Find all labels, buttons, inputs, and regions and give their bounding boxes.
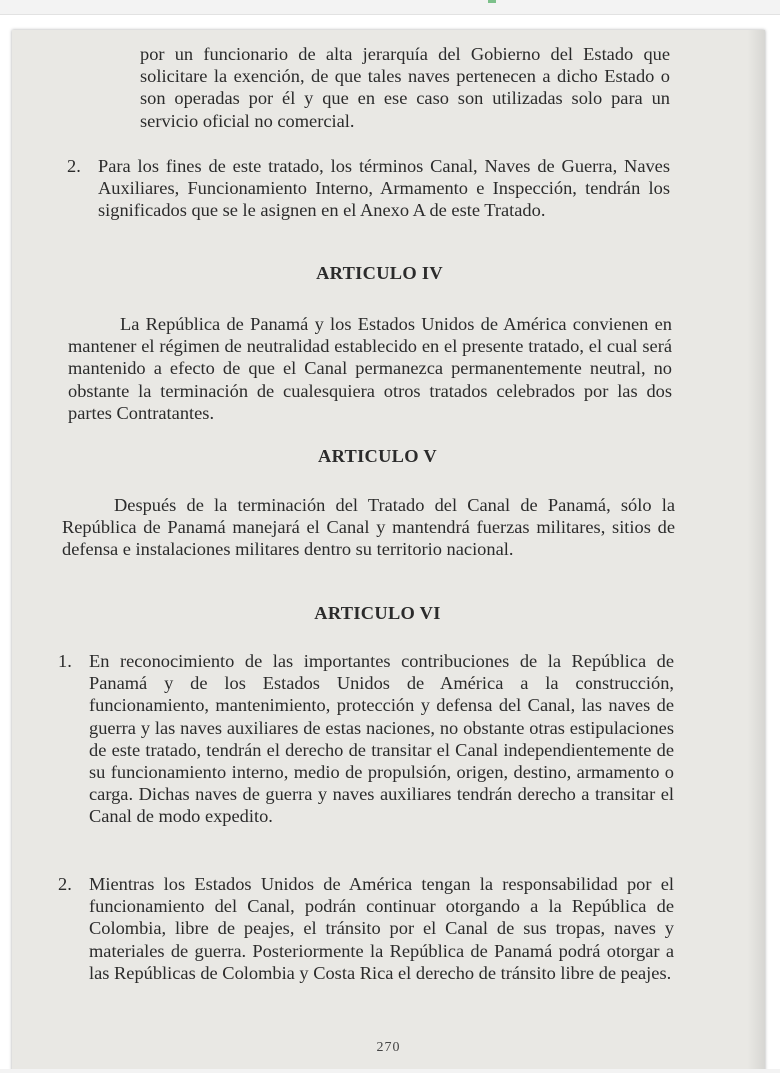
- article-v-paragraph: Después de la terminación del Tratado del Canal de Panamá, sólo la República de Panamá manejará el Canal y mantendrá fuerzas militares, sitios de defensa e instalaciones militares dentro su territorio nacional.: [62, 495, 675, 560]
- bottom-strip: [0, 1069, 780, 1073]
- article-iv-paragraph: La República de Panamá y los Estados Unidos de América convienen en mantener el régimen de neutralidad establecido en el presente tratado, el cual será mantenido a efecto de que el Canal permanezca permanentemente neutral, no obstante la terminación de cualesquiera otros tratados celebrados por las dos partes Contratantes.: [68, 314, 672, 423]
- item-number: 1.: [58, 651, 72, 671]
- scanned-page: [12, 30, 765, 1073]
- item-text: Mientras los Estados Unidos de América tengan la responsabilidad por el funcionamiento del Canal, podrán continuar otorgando a la República de Colombia, libre de peajes, el tránsito por el Canal de sus tropas, naves y materiales de guerra. Posteriormente la República de Panamá podrá otorgar a las Repúblicas de Colombia y Costa Rica el derecho de tránsito libre de peajes.: [89, 874, 674, 983]
- article-vi-item-1: [58, 650, 674, 828]
- paragraph-text: Para los fines de este tratado, los términos Canal, Naves de Guerra, Naves Auxiliares, Funcionamiento Interno, Armamento e Inspección, tendrán los significados que se le asignen en el Anexo A de este Tratado.: [98, 156, 670, 221]
- page-number: 270: [376, 1040, 401, 1055]
- page-edge-shadow: [747, 30, 765, 1073]
- top-toolbar-strip: [0, 0, 780, 15]
- continuation-paragraph: [140, 43, 670, 132]
- continuation-text: por un funcionario de alta jerarquía del Gobierno del Estado que solicitare la exención, de que tales naves pertenecen a dicho Estado o son operadas por él y que en ese caso son utilizadas solo para un servicio oficial no comercial.: [140, 44, 670, 131]
- article-v-heading: ARTICULO V: [317, 446, 438, 466]
- item-text: En reconocimiento de las importantes contribuciones de la República de Panamá y de los Estados Unidos de América a la construcción, funcionamiento, mantenimiento, protección y defensa del Canal, las naves de guerra y las naves auxiliares de estas naciones, no obstante otras estipulaciones de este tratado, tendrán el derecho de transitar el Canal independientemente de su funcionamiento interno, medio de propulsión, origen, destino, armamento o carga. Dichas naves de guerra y naves auxiliares tendrán derecho a transitar el Canal de modo expedito.: [89, 651, 674, 827]
- article-iv-heading: ARTICULO IV: [316, 263, 443, 283]
- numbered-paragraph-2: [67, 155, 670, 222]
- article-vi-item-2: [58, 873, 674, 984]
- paragraph-number: 2.: [67, 156, 81, 176]
- indicator-mark: [488, 0, 496, 3]
- article-vi-heading: ARTICULO VI: [314, 603, 441, 623]
- item-number: 2.: [58, 874, 72, 894]
